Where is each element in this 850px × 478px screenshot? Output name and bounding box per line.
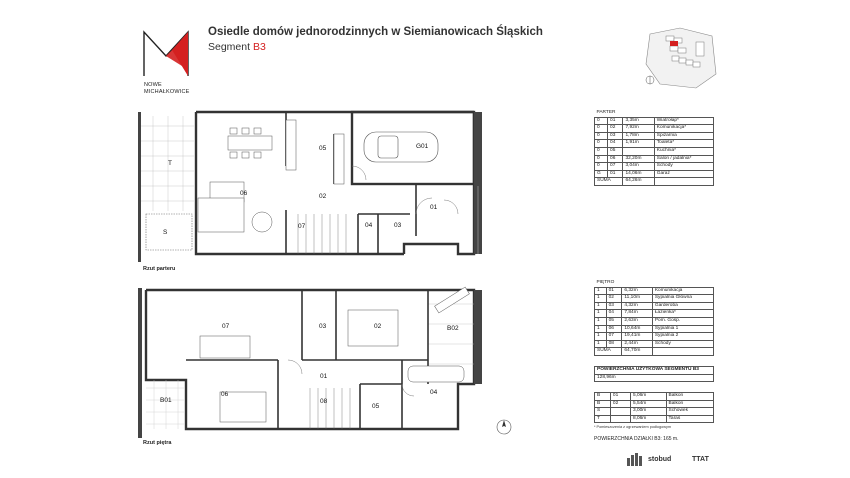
ground-room-04: 04: [365, 222, 373, 229]
ground-table-cell-b: 05: [608, 147, 623, 155]
segment-prefix: Segment: [208, 41, 251, 53]
extra-table-row: [595, 408, 714, 416]
floor-table-cell-b: 02: [606, 295, 622, 303]
logo-line2: MICHAŁKOWICE: [144, 89, 190, 95]
floor-table-cell-a: 1: [595, 287, 607, 295]
ground-room-t: T: [168, 160, 172, 167]
ground-table-cell-a: 0: [595, 163, 608, 171]
ground-room-s: S: [163, 229, 168, 236]
extra-table-cell-a: B: [595, 393, 611, 401]
ground-area-table: [594, 110, 714, 186]
ground-table-cell-a: 0: [595, 147, 608, 155]
floor-table-cell-b: 07: [606, 333, 622, 341]
floor-table-cell-a: 1: [595, 325, 607, 333]
floor-room-02: 02: [374, 323, 382, 330]
floor-table-cell-c: 2,44m: [622, 340, 652, 348]
floor-table-header: PIĘTRO: [595, 280, 714, 287]
ground-room-01: 01: [430, 204, 438, 211]
compass-icon: [495, 418, 513, 436]
ground-table-cell-b: 01: [608, 170, 623, 178]
extra-table-cell-d: Balkon: [666, 393, 713, 401]
ground-table-cell-d: Schody: [654, 163, 713, 171]
ground-table-cell-d: Toaleta*: [654, 140, 713, 148]
plot-area: POWIERZCHNIA DZIAŁKI B3: 165 m.: [594, 436, 679, 442]
ground-table-cell-c: 1,91m: [623, 140, 654, 148]
ground-table-cell-c: 14,06m: [623, 170, 654, 178]
floor-table-row: [595, 295, 714, 303]
floor-table-cell-b: 06: [606, 325, 622, 333]
page-title: Osiedle domów jednorodzinnych w Siemianowicach Śląskich: [208, 26, 543, 38]
floor-table-cell-c: 11,10m: [622, 295, 652, 303]
ground-table-cell-c: 1,78m: [623, 132, 654, 140]
ground-table-cell-c: [623, 147, 654, 155]
ground-table-cell-c: 3,04m: [623, 163, 654, 171]
floor-table-row: [595, 333, 714, 341]
floor-room-04: 04: [430, 389, 438, 396]
extra-table-cell-c: 3,00m: [630, 408, 666, 416]
ground-plan-label: Rzut parteru: [143, 266, 176, 272]
usable-area-table: [594, 366, 714, 382]
extra-table-cell-d: Schowek: [666, 408, 713, 416]
ground-table-cell-a: 0: [595, 125, 608, 133]
extra-table-cell-a: S: [595, 408, 611, 416]
extra-table-cell-c: 5,54m: [630, 400, 666, 408]
floor-table-cell-a: 1: [595, 340, 607, 348]
floor-table-row: [595, 287, 714, 295]
floor-table-row: [595, 317, 714, 325]
ground-table-cell-b: 04: [608, 140, 623, 148]
ground-table-cell-d: Garaż: [654, 170, 713, 178]
ground-table-cell-a: 0: [595, 132, 608, 140]
floor-table-cell-b: 08: [606, 340, 622, 348]
ground-table-cell-c: 3,35m: [623, 117, 654, 125]
floor-plan-label: Rzut piętra: [143, 440, 172, 446]
floor-room-03: 03: [319, 323, 327, 330]
ground-table-cell-c: 7,92m: [623, 125, 654, 133]
extra-table-cell-c: 8,06m: [630, 415, 666, 423]
floor-table-cell-d: Garderoba: [652, 302, 713, 310]
floor-table-row: [595, 340, 714, 348]
floor-room-07: 07: [222, 323, 230, 330]
extra-table-row: [595, 415, 714, 423]
floor-table-cell-d: Sypialnia 1: [652, 325, 713, 333]
floor-sum-row: [595, 348, 714, 356]
extra-table-row: [595, 393, 714, 401]
ground-table-cell-c: 32,20m: [623, 155, 654, 163]
ground-sum-label: SUMA: [595, 178, 623, 186]
ground-table-header: PARTER: [595, 110, 714, 117]
ground-room-g01: G01: [416, 143, 429, 150]
usable-area-label: POWIERZCHNIA UŻYTKOWA SEGMENTU B3: [595, 367, 714, 375]
ground-table-cell-b: 02: [608, 125, 623, 133]
floor-room-01: 01: [320, 373, 328, 380]
logo-mark: [138, 26, 194, 82]
extra-area-table: [594, 392, 714, 423]
floor-table-cell-c: 10,64m: [622, 325, 652, 333]
ground-room-03: 03: [394, 222, 402, 229]
ground-table-cell-b: 06: [608, 155, 623, 163]
ground-room-02: 02: [319, 193, 327, 200]
floor-room-05: 05: [372, 403, 380, 410]
ground-table-cell-a: G: [595, 170, 608, 178]
floor-table-cell-c: 6,32m: [622, 287, 652, 295]
floor-table-cell-a: 1: [595, 317, 607, 325]
ground-room-06: 06: [240, 190, 248, 197]
floor-table-cell-c: 19,41m: [622, 333, 652, 341]
extra-table-cell-d: Balkon: [666, 400, 713, 408]
floor-table-cell-d: Łazienka*: [652, 310, 713, 318]
ground-sum-row: [595, 178, 714, 186]
extra-table-cell-b: 02: [610, 400, 630, 408]
segment-subtitle: [208, 41, 266, 53]
extra-table-cell-d: Taras: [666, 415, 713, 423]
ground-table-cell-d: Komunikacja*: [654, 125, 713, 133]
extra-table-row: [595, 400, 714, 408]
ground-table-row: [595, 132, 714, 140]
floor-table-cell-c: 2,63m: [622, 317, 652, 325]
floor-table-row: [595, 325, 714, 333]
floor-table-row: [595, 302, 714, 310]
ground-table-cell-a: 0: [595, 140, 608, 148]
ground-table-cell-b: 03: [608, 132, 623, 140]
logo-line1: NOWE: [144, 82, 162, 88]
floor-table-row: [595, 310, 714, 318]
floor-table-cell-b: 05: [606, 317, 622, 325]
first-floor-plan: [138, 284, 488, 444]
ground-table-row: [595, 163, 714, 171]
ground-floor-plan: [138, 106, 488, 266]
floor-table-cell-d: Komunikacja: [652, 287, 713, 295]
floor-room-06: 06: [221, 391, 229, 398]
floor-table-cell-a: 1: [595, 333, 607, 341]
extra-table-cell-b: 01: [610, 393, 630, 401]
floor-room-b02: B02: [447, 325, 459, 332]
extra-table-cell-b: [610, 415, 630, 423]
ground-table-cell-d: Salon / jadalnia*: [654, 155, 713, 163]
floor-table-cell-d: Sypialnia Główna: [652, 295, 713, 303]
logo-text: [144, 82, 190, 96]
segment-code: B3: [252, 41, 266, 53]
extra-table-cell-a: B: [595, 400, 611, 408]
floor-table-cell-d: Schody: [652, 340, 713, 348]
ground-table-cell-d: Spiżarnia: [654, 132, 713, 140]
ground-table-row: [595, 170, 714, 178]
ground-table-cell-b: 07: [608, 163, 623, 171]
floor-table-cell-c: 4,32m: [622, 302, 652, 310]
floor-table-cell-d: Pom. Gosp.: [652, 317, 713, 325]
floor-table-cell-d: Sypialnia 2: [652, 333, 713, 341]
floor-room-b01: B01: [160, 397, 172, 404]
ground-table-cell-a: 0: [595, 117, 608, 125]
usable-area-value: 128,96m: [595, 374, 714, 382]
floor-table-cell-a: 1: [595, 295, 607, 303]
ground-table-cell-d: Kuchnia*: [654, 147, 713, 155]
ground-table-row: [595, 140, 714, 148]
extra-table-cell-a: T: [595, 415, 611, 423]
extra-table-cell-c: 5,06m: [630, 393, 666, 401]
ground-table-cell-a: 0: [595, 155, 608, 163]
footnote: * Pomieszczenia z ogrzewaniem podłogowym: [594, 425, 672, 429]
ground-table-cell-d: Wiatrołap*: [654, 117, 713, 125]
ground-table-cell-b: 01: [608, 117, 623, 125]
floor-table-cell-c: 7,84m: [622, 310, 652, 318]
floor-table-cell-b: 03: [606, 302, 622, 310]
ground-table-row: [595, 117, 714, 125]
floor-table-cell-b: 01: [606, 287, 622, 295]
brand-ttat: TTAT: [692, 456, 709, 463]
ground-room-05: 05: [319, 145, 327, 152]
ground-room-07: 07: [298, 223, 306, 230]
floor-area-table: [594, 280, 714, 356]
ground-table-row: [595, 125, 714, 133]
floor-room-08: 08: [320, 398, 328, 405]
floor-sum-label: SUMA: [595, 348, 622, 356]
brand-stobud: stobud: [648, 456, 672, 463]
site-key-map: [640, 24, 720, 92]
floor-sum-value: 64,70m: [622, 348, 652, 356]
ground-table-row: [595, 155, 714, 163]
ground-table-row: [595, 147, 714, 155]
floor-table-cell-a: 1: [595, 310, 607, 318]
ground-sum-value: 64,26m: [623, 178, 654, 186]
floor-table-cell-b: 04: [606, 310, 622, 318]
extra-table-cell-b: [610, 408, 630, 416]
floor-table-cell-a: 1: [595, 302, 607, 310]
